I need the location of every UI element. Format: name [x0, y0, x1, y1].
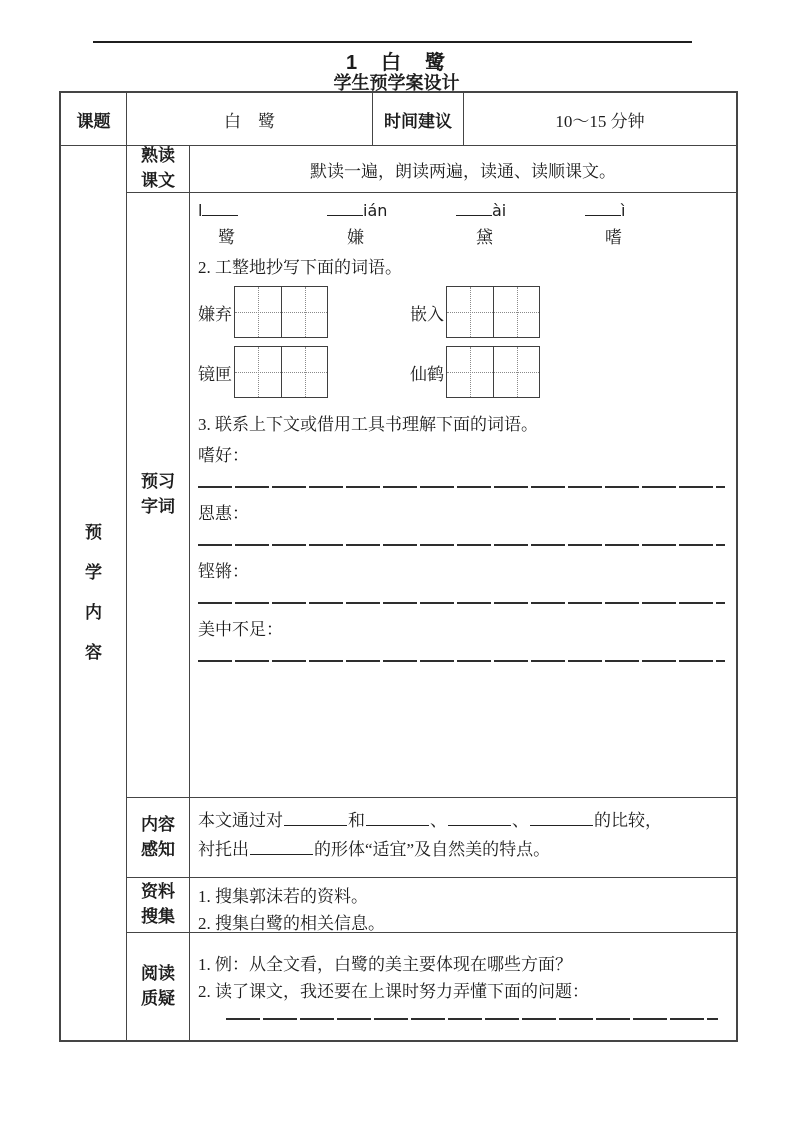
- worksheet-table: [59, 91, 738, 1042]
- pinyin-character: 鹭: [218, 228, 235, 248]
- read-aloud-row: [127, 146, 736, 193]
- writing-grid: [234, 286, 328, 338]
- topic-label: 课题: [61, 93, 127, 145]
- content-perception-label: [127, 798, 190, 877]
- prestudy-content-label: 预学内容: [84, 523, 102, 662]
- pinyin-prefix: l: [198, 201, 203, 221]
- answer-line: [198, 602, 725, 604]
- term-label: 铿锵：: [198, 562, 249, 582]
- preview-words-content: [190, 193, 736, 797]
- term-label: 恩惠：: [198, 504, 249, 524]
- perception-seg: 的比较，: [594, 811, 662, 830]
- copy-word: 仙鹤: [410, 364, 444, 384]
- fill-blank: [366, 810, 429, 826]
- task-copy-words: 2. 工整地抄写下面的词语。: [198, 258, 402, 278]
- writing-grid: [446, 286, 540, 338]
- pinyin-item: [198, 201, 327, 248]
- grid-square: [235, 287, 281, 337]
- fill-blank: [585, 201, 621, 216]
- content-perception-content: [190, 798, 736, 877]
- pinyin-character: 嗜: [605, 228, 622, 248]
- answer-line: [198, 660, 725, 662]
- content-perception-row: [127, 798, 736, 878]
- questions-content: [190, 933, 736, 1040]
- read-aloud-label: [127, 146, 190, 192]
- answer-line: [198, 486, 725, 488]
- perception-seg: 的形体“适宜”及自然美的特点。: [314, 839, 551, 859]
- perception-seg: 本文通过对: [198, 811, 283, 830]
- copy-word: 嫌弃: [198, 304, 232, 324]
- topic-value: 白 鹭: [127, 93, 373, 145]
- task-understand-terms: 3. 联系上下文或借用工具书理解下面的词语。: [198, 415, 538, 435]
- question-item: 2. 读了课文，我还要在上课时努力弄懂下面的问题：: [198, 982, 589, 1002]
- pinyin-suffix: ì: [621, 201, 626, 221]
- time-value: 10～15 分钟: [555, 111, 645, 131]
- term-label: 嗜好：: [198, 446, 249, 466]
- time-label: 时间建议: [373, 93, 464, 145]
- fill-blank: [202, 201, 238, 216]
- writing-grid: [234, 346, 328, 398]
- perception-seg: 和: [348, 811, 365, 830]
- questions-label: [127, 933, 190, 1040]
- perception-seg: 、: [512, 811, 529, 830]
- preview-words-label: [127, 193, 190, 797]
- copy-group: [410, 346, 650, 398]
- read-aloud-text: 默读一遍，朗读两遍，读通、读顺课文。: [310, 161, 616, 181]
- perception-text: [190, 798, 670, 877]
- grid-square: [235, 347, 281, 397]
- question-item: 1. 例：从全文看，白鹭的美主要体现在哪些方面？: [198, 955, 572, 974]
- grid-square: [493, 347, 539, 397]
- pinyin-character: 黛: [476, 228, 493, 248]
- pinyin-item: [327, 201, 456, 248]
- grid-square: [447, 347, 493, 397]
- copy-row: [198, 346, 728, 398]
- materials-row: [127, 878, 736, 933]
- copy-row: [198, 286, 728, 338]
- fill-blank: [250, 839, 313, 855]
- title-rule: [93, 41, 692, 43]
- fill-blank: [284, 810, 347, 826]
- prestudy-content-cell: [61, 146, 127, 1040]
- doc-subtitle: 学生预学案设计: [333, 73, 460, 93]
- pinyin-character: 嫌: [347, 228, 364, 248]
- header-row: [61, 93, 736, 146]
- copy-word: 镜匣: [198, 364, 232, 384]
- perception-seg: 、: [430, 811, 447, 830]
- fill-blank: [448, 810, 511, 826]
- fill-blank: [530, 810, 593, 826]
- fill-blank: [456, 201, 492, 216]
- materials-label: [127, 878, 190, 932]
- writing-grid: [446, 346, 540, 398]
- pinyin-suffix: ài: [492, 201, 507, 221]
- copy-group: [410, 286, 650, 338]
- answer-line: [198, 544, 725, 546]
- pinyin-item: [585, 201, 714, 248]
- doc-title: 1 白 鹭: [345, 52, 448, 74]
- answer-line: [226, 1018, 718, 1020]
- fill-blank: [327, 201, 363, 216]
- materials-label-text: 资料搜集: [140, 882, 175, 926]
- preview-words-label-text: 预习字词: [140, 472, 175, 516]
- perception-seg: 衬托出: [198, 839, 249, 859]
- grid-square: [281, 287, 327, 337]
- content-perception-label-text: 内容感知: [140, 814, 175, 859]
- questions-label-text: 阅读质疑: [140, 963, 175, 1008]
- pinyin-item: [456, 201, 585, 248]
- copy-word: 嵌入: [410, 304, 444, 324]
- grid-square: [281, 347, 327, 397]
- grid-square: [447, 287, 493, 337]
- preview-words-row: [127, 193, 736, 798]
- copy-group: [198, 346, 438, 398]
- materials-item: 2. 搜集白鹭的相关信息。: [198, 914, 385, 934]
- materials-content: [190, 878, 736, 932]
- read-aloud-content: [190, 146, 736, 192]
- read-aloud-label-text: 熟读课文: [140, 146, 175, 190]
- pinyin-exercise: [198, 201, 728, 248]
- copy-group: [198, 286, 438, 338]
- term-label: 美中不足：: [198, 620, 283, 640]
- questions-row: [127, 933, 736, 1040]
- pinyin-suffix: ián: [363, 201, 388, 221]
- grid-square: [493, 287, 539, 337]
- materials-item: 1. 搜集郭沫若的资料。: [198, 887, 368, 906]
